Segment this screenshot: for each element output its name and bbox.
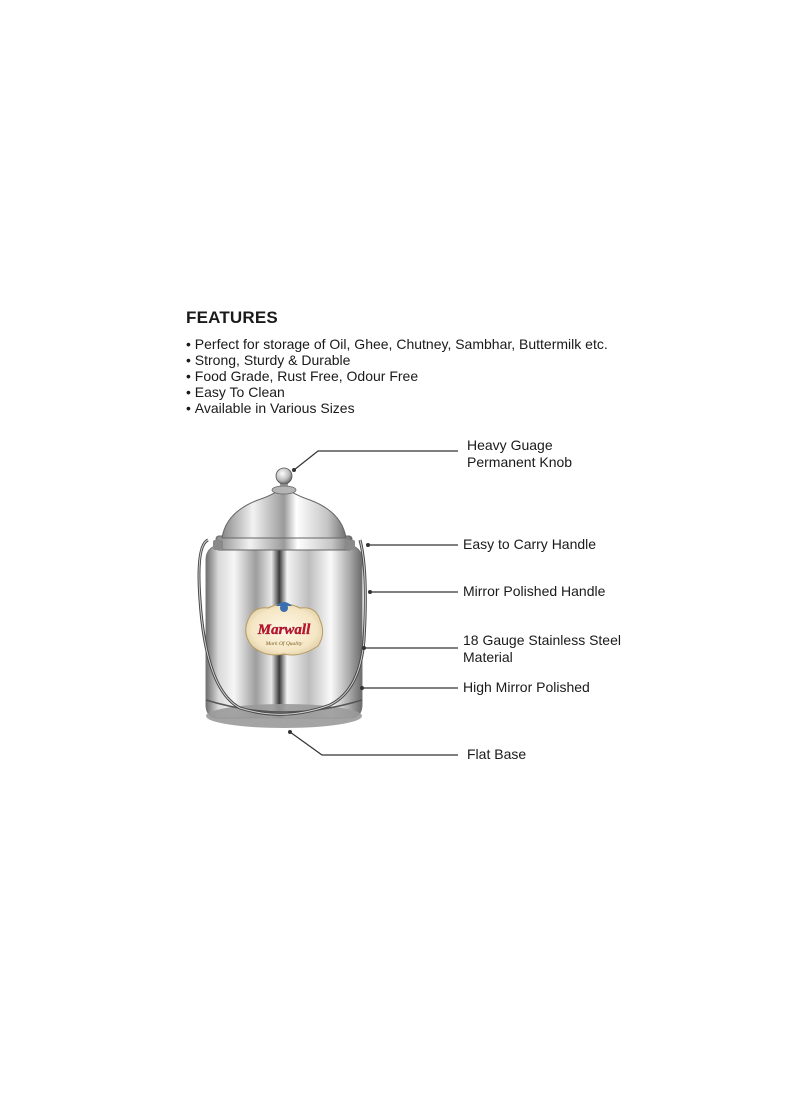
knob	[276, 468, 292, 484]
callout-line: High Mirror Polished	[463, 679, 590, 695]
marwall-logo	[246, 602, 323, 655]
callout-line: Mirror Polished Handle	[463, 583, 606, 599]
callout-line: Easy to Carry Handle	[463, 536, 597, 552]
callout-mirror-handle	[463, 583, 605, 600]
callout-line: Flat Base	[467, 746, 527, 762]
callout-polished	[463, 679, 590, 696]
callout-base	[467, 746, 526, 763]
feature-item: • Strong, Sturdy & Durable	[186, 352, 608, 368]
callout-knob	[467, 437, 572, 470]
features-heading: FEATURES	[186, 308, 278, 327]
callout-line: Material	[463, 648, 513, 665]
callout-line: Permanent Knob	[467, 453, 573, 470]
callout-handle	[463, 536, 596, 553]
callout-line: 18 Gauge Stainless Steel	[463, 632, 621, 648]
feature-item: • Perfect for storage of Oil, Ghee, Chutney, Sambhar, Buttermilk etc.	[186, 336, 608, 352]
feature-item: • Food Grade, Rust Free, Odour Free	[186, 368, 608, 384]
svg-text:Mark Of Quality: Mark Of Quality	[265, 641, 303, 647]
callout-material	[463, 632, 621, 665]
callout-line: Heavy Guage	[467, 437, 553, 453]
svg-text:Marwall: Marwall	[257, 622, 311, 638]
feature-item: • Available in Various Sizes	[186, 400, 608, 416]
feature-item: • Easy To Clean	[186, 384, 608, 400]
